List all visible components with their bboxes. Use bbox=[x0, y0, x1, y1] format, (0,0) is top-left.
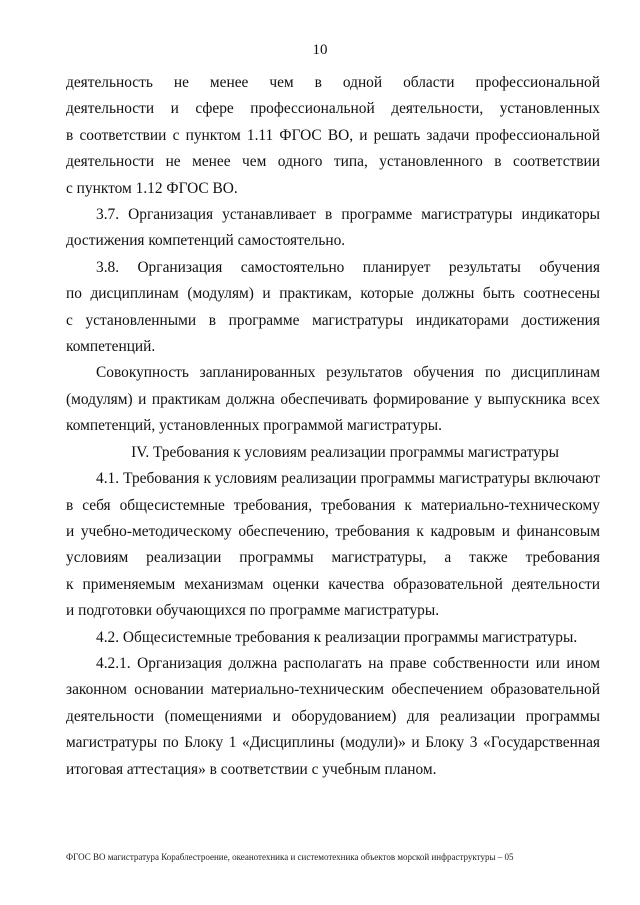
text-line: итоговая аттестация» в соответствии с учебным планом. bbox=[66, 760, 437, 778]
text-line: в соответствии с пунктом 1.11 ФГОС ВО, и решать задачи профессиональной bbox=[66, 126, 600, 144]
text-line: деятельность не менее чем в одной области профессиональной bbox=[66, 74, 600, 91]
text-line: в себя общесистемные требования, требования к материально-техническому bbox=[66, 496, 600, 514]
text-line: (модулям) и практикам должна обеспечивать формирование у выпускника всех bbox=[66, 390, 600, 408]
text-line: 4.2.1. Организация должна располагать на праве собственности или ином bbox=[96, 654, 600, 672]
text-line: и подготовки обучающихся по программе магистратуры. bbox=[66, 602, 440, 620]
text-line: магистратуры по Блоку 1 «Дисциплины (модули)» и Блоку 3 «Государственная bbox=[66, 734, 600, 752]
document-body bbox=[66, 70, 600, 783]
text-line: и учебно-методическому обеспечению, требования к кадровым и финансовым bbox=[66, 522, 600, 540]
text-line: компетенций, установленных программой магистратуры. bbox=[66, 417, 442, 435]
text-line: законном основании материально-техническим обеспечением образовательной bbox=[66, 681, 600, 699]
page-footer: ФГОС ВО магистратура Кораблестроение, океанотехника и системотехника объектов морской инфраструктуры – 05 bbox=[66, 852, 514, 862]
section-heading: IV. Требования к условиям реализации программы магистратуры bbox=[131, 443, 559, 461]
text-line: достижения компетенций самостоятельно. bbox=[66, 232, 346, 250]
text-line: 4.1. Требования к условиям реализации программы магистратуры включают bbox=[96, 470, 600, 488]
text-line: деятельности не менее чем одного типа, установленного в соответствии bbox=[66, 153, 600, 171]
text-line: с установленными в программе магистратуры индикаторами достижения bbox=[66, 311, 600, 329]
text-line: к применяемым механизмам оценки качества образовательной деятельности bbox=[66, 575, 600, 593]
text-line: деятельности (помещениями и оборудованием) для реализации программы bbox=[66, 707, 600, 725]
text-line: условиям реализации программы магистратуры, а также требования bbox=[66, 549, 600, 567]
text-line: с пунктом 1.12 ФГОС ВО. bbox=[66, 179, 238, 197]
text-line: по дисциплинам (модулям) и практикам, которые должны быть соотнесены bbox=[66, 285, 600, 303]
text-line: Совокупность запланированных результатов обучения по дисциплинам bbox=[96, 364, 600, 382]
text-line: 3.8. Организация самостоятельно планирует результаты обучения bbox=[96, 258, 600, 276]
text-line: компетенций. bbox=[66, 338, 156, 356]
text-line: деятельности и сфере профессиональной деятельности, установленных bbox=[66, 100, 600, 118]
page-number: 10 bbox=[312, 42, 328, 58]
text-line: 4.2. Общесистемные требования к реализации программы магистратуры. bbox=[96, 628, 578, 646]
text-line: 3.7. Организация устанавливает в программе магистратуры индикаторы bbox=[96, 206, 600, 224]
